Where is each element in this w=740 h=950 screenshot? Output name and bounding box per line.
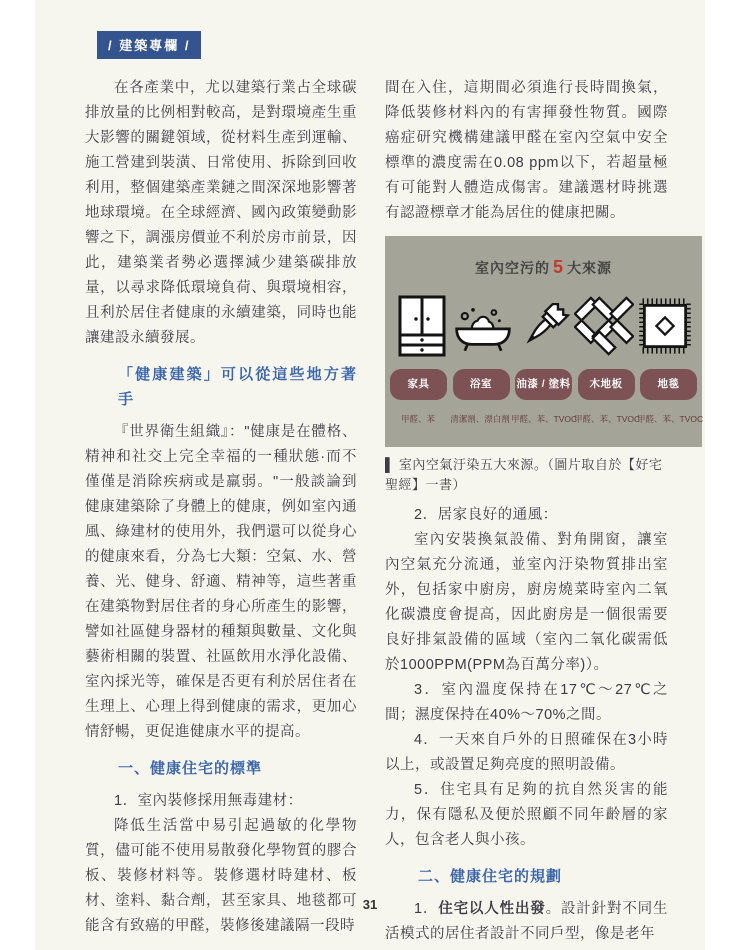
carpet-icon xyxy=(635,293,695,357)
paragraph-item1-body: 降低生活當中易引起過敏的化學物質，儘可能不使用易散發化學物質的膠合板、裝修材料等。裝修選材時建材、板材、塗料、黏合劑，甚至家具、地毯都可能含有致癌的甲醛，裝修後建議隔一段時 xyxy=(85,818,357,934)
paragraph-item5: 5．住宅具有足夠的抗自然災害的能力，保有隱私及便於照顧不同年齡層的家人，包含老人與小孩。 xyxy=(385,782,668,848)
two-column-layout xyxy=(85,76,704,947)
pollutant-text: 甲醛、苯、TVOC xyxy=(637,414,704,424)
paragraph-item4: 4．一天來自戶外的日照確保在3小時以上，或設置足夠亮度的照明設備。 xyxy=(385,732,668,773)
source-label: 地毯 xyxy=(640,369,697,400)
source-label: 家具 xyxy=(390,369,447,400)
section-heading-planning: 二、健康住宅的規劃 xyxy=(418,868,563,885)
magazine-page xyxy=(35,0,705,950)
figure-caption: ▌ 室內空氣汙染五大來源。（圖片取自於【好宅聖經】一書） xyxy=(385,457,663,492)
section-heading-healthy-building: 「健康建築」可以從這些地方著手 xyxy=(118,366,357,408)
planning-item1-keyword: 住宅以人性出發 xyxy=(438,901,546,917)
infographic-title-number: 5 xyxy=(552,257,564,277)
source-label: 油漆 / 塗料 xyxy=(515,369,572,400)
pollutant-text: 甲醛、苯、TVOC xyxy=(511,414,578,424)
paragraph-intro: 在各產業中，尤以建築行業占全球碳排放量的比例相對較高，是對環境產生重大影響的關鍵領域，從材料生產到運輸、施工營建到裝潢、日常使用、拆除到回收利用，整個建築產業鏈之間深深地影響著地球環境。在全球經濟、國內政策變動影響之下，調漲房價並不利於房市前景，因此，建築業者勢必選擇減少建築碳排放量，以尋求降低環境負荷、與環境相容，且利於居住者健康的永續建築，同時也能讓建設永續發展。 xyxy=(85,80,357,346)
infographic-title-prefix: 室內空污的 xyxy=(474,260,550,276)
wood-floor-icon xyxy=(574,293,634,357)
paint-brush-icon xyxy=(514,293,574,357)
infographic-pollutant-row xyxy=(385,407,702,432)
source-label: 浴室 xyxy=(453,369,510,400)
paragraph-item3: 3．室內溫度保持在17℃～27℃之間；濕度保持在40%～70%之間。 xyxy=(385,682,668,723)
infographic-label-row xyxy=(385,369,702,400)
column-badge: / 建築專欄 / xyxy=(97,31,201,59)
paragraph-item1-cont: 間在入住，這期間必須進行長時間換氣，降低裝修材料內的有害揮發性物質。國際癌症研究機構建議甲醛在室內空氣中安全標準的濃度需在0.08 ppm以下，若超量極有可能對人體造成傷害。建議選材時挑選有認證標章才能為居住的健康把關。 xyxy=(385,80,668,221)
right-column xyxy=(385,76,704,947)
paragraph-who-definition: 『世界衛生組織』："健康是在體格、精神和社交上完全幸福的一種狀態·而不僅僅是消除疾病或是羸弱。"一般談論到健康建築除了身體上的健康，例如室內通風、綠建材的使用外，我們還可以從身心的健康來看，分為七大類：空氣、水、營養、光、健身、舒適、精神等，這些著重在建築物對居住者的身心所產生的影響，譬如社區健身器材的種類與數量、文化與藝術相關的裝置、社區飲用水淨化設備、室內採光等，確保是否更有利於居住者在生理上、心理上得到健康的需求，更加心情舒暢，更促進健康水平的提高。 xyxy=(85,424,357,740)
paragraph-item2-body: 室內安裝換氣設備、對角開窗，讓室內空氣充分流通，並室內汙染物質排出室外，包括家中廚房，廚房燒菜時室內二氧化碳濃度會提高，因此廚房是一個很需要良好排氣設備的區域（室內二氧化碳需低於1000PPM(PPM為百萬分率)）。 xyxy=(385,532,668,673)
planning-item1-rest: 。設計針對不同生活模式的居住者設計不同戶型，像是老年 xyxy=(385,901,668,942)
infographic-title xyxy=(385,258,702,277)
pollutant-text: 甲醛、苯 xyxy=(400,414,435,424)
infographic-title-suffix: 大來源 xyxy=(567,260,612,276)
planning-item1-number: 1． xyxy=(414,901,439,917)
paragraph-item1-title: 1．室內裝修採用無毒建材： xyxy=(114,793,303,809)
bathtub-icon xyxy=(453,293,513,357)
section-heading-standards: 一、健康住宅的標準 xyxy=(118,760,263,777)
furniture-icon xyxy=(392,293,452,357)
infographic-icon-row xyxy=(385,293,702,357)
page-number: 31 xyxy=(362,897,378,912)
left-column xyxy=(85,76,357,947)
indoor-air-pollution-infographic xyxy=(385,236,702,447)
paragraph-item2-title: 2．居家良好的通風： xyxy=(414,507,558,523)
pollutant-text: 甲醛、苯、TVOC xyxy=(574,414,641,424)
pollutant-text: 清潔劑、漂白劑 xyxy=(450,414,510,424)
source-label: 木地板 xyxy=(578,369,635,400)
